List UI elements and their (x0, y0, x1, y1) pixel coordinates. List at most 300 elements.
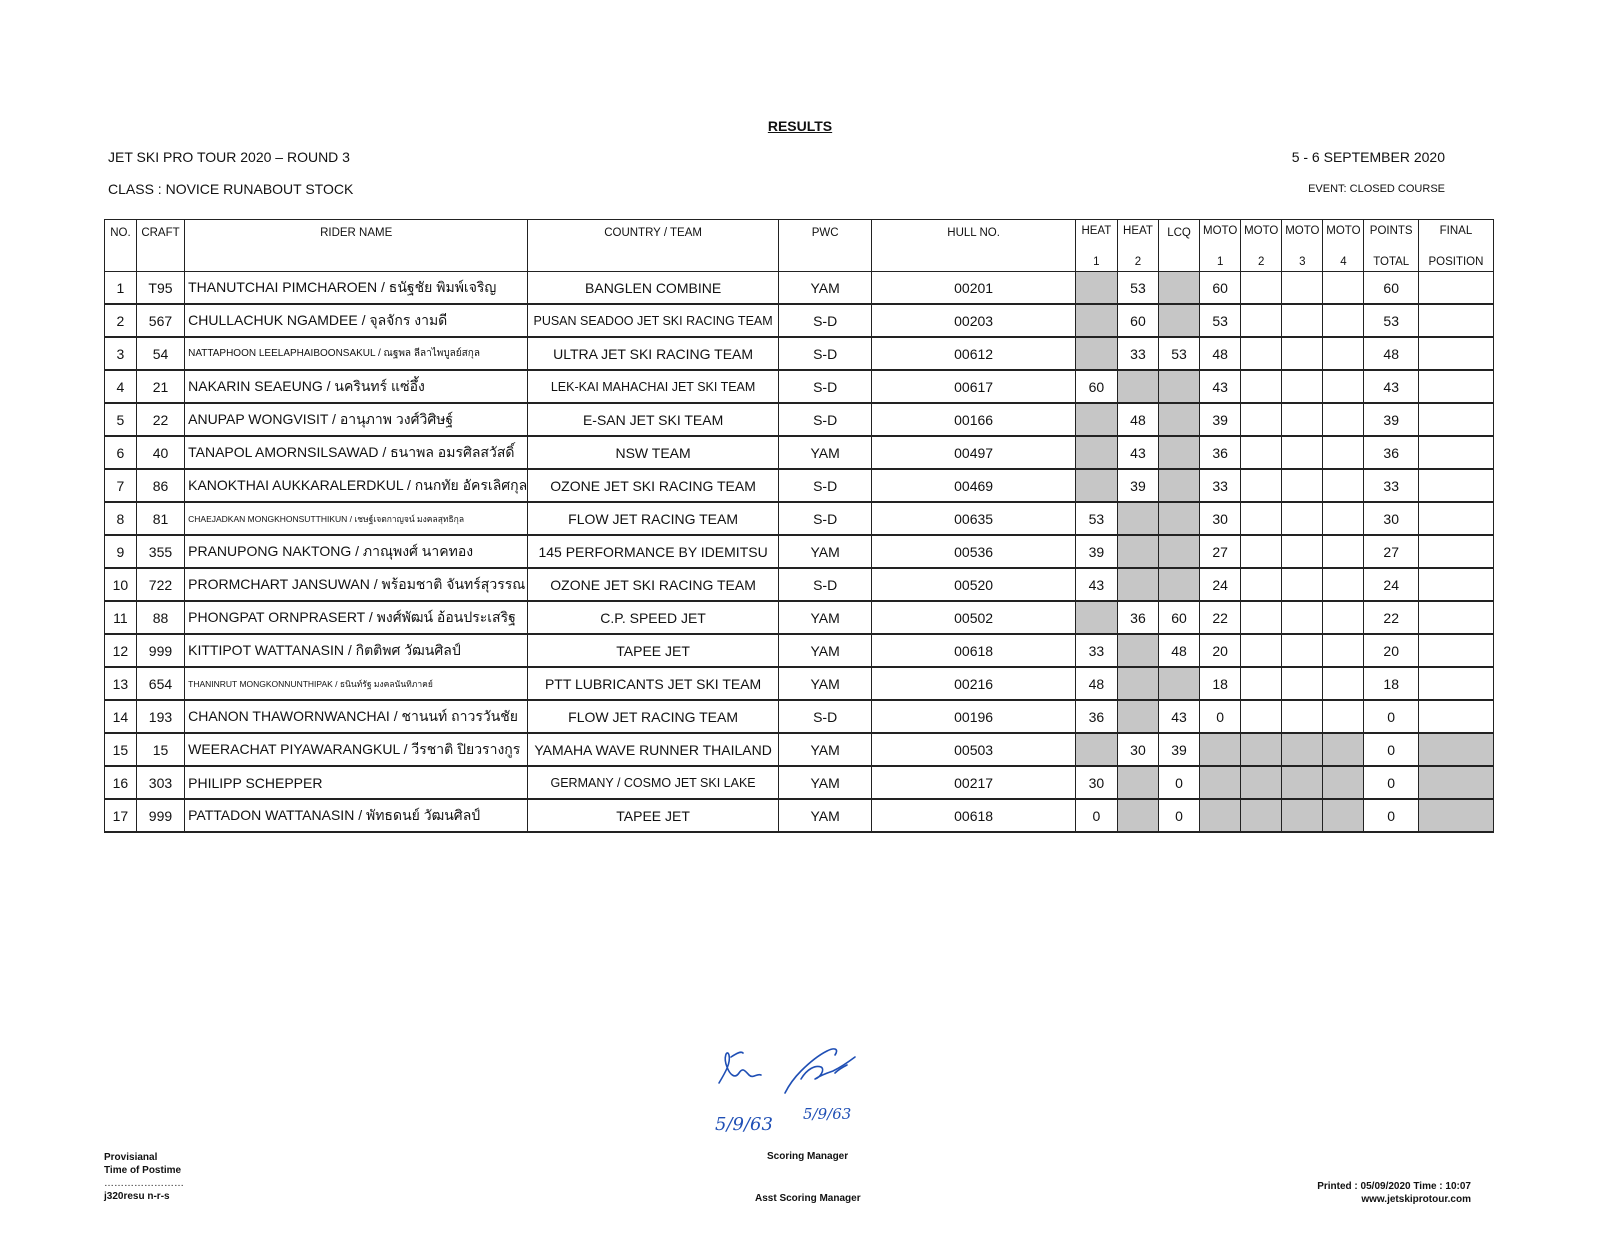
cell-heat1 (1075, 733, 1117, 766)
cell-lcq (1159, 304, 1200, 337)
cell-pwc: S-D (778, 502, 871, 535)
cell-final (1418, 469, 1493, 502)
table-row (105, 272, 1494, 305)
cell-total: 22 (1364, 601, 1418, 634)
cell-heat2 (1117, 766, 1158, 799)
column-header-line1: MOTO (1326, 224, 1361, 237)
cell-no: 14 (105, 700, 137, 733)
cell-pwc: YAM (778, 733, 871, 766)
cell-moto2 (1241, 403, 1282, 436)
printed-timestamp: Printed : 05/09/2020 Time : 10:07 (1317, 1181, 1471, 1192)
cell-moto3 (1282, 766, 1323, 799)
cell-craft: 15 (136, 733, 184, 766)
cell-craft: 86 (136, 469, 184, 502)
cell-lcq: 39 (1159, 733, 1200, 766)
printed-block (1317, 1180, 1471, 1206)
cell-heat2: 39 (1117, 469, 1158, 502)
cell-team: OZONE JET SKI RACING TEAM (528, 469, 779, 502)
cell-pwc: YAM (778, 799, 871, 832)
column-header-lcq (1159, 220, 1200, 272)
cell-craft: 999 (136, 799, 184, 832)
signature-date-2: 5/9/63 (803, 1105, 852, 1123)
cell-moto2 (1241, 568, 1282, 601)
cell-pwc: S-D (778, 469, 871, 502)
cell-rider: NATTAPHOON LEELAPHAIBOONSAKUL / ณฐพล ลีลาไพบูลย์สกุล (185, 337, 528, 370)
cell-final (1418, 403, 1493, 436)
cell-no: 17 (105, 799, 137, 832)
cell-team: E-SAN JET SKI TEAM (528, 403, 779, 436)
website-link: www.jetskiprotour.com (1361, 1194, 1471, 1205)
cell-moto1: 18 (1200, 667, 1241, 700)
cell-final (1418, 733, 1493, 766)
column-header-line1: MOTO (1203, 224, 1238, 237)
table-row (105, 700, 1494, 733)
cell-moto3 (1282, 634, 1323, 667)
cell-no: 16 (105, 766, 137, 799)
column-header-line2: TOTAL (1373, 255, 1410, 268)
cell-pwc: S-D (778, 370, 871, 403)
cell-heat1 (1075, 304, 1117, 337)
cell-total: 18 (1364, 667, 1418, 700)
cell-hull: 00503 (872, 733, 1075, 766)
column-header-line2: 4 (1340, 255, 1347, 268)
cell-team: NSW TEAM (528, 436, 779, 469)
cell-hull: 00502 (872, 601, 1075, 634)
column-header-line1: POINTS (1369, 224, 1413, 237)
table-row (105, 799, 1494, 832)
cell-heat2: 48 (1117, 403, 1158, 436)
cell-total: 0 (1364, 766, 1418, 799)
cell-team: PUSAN SEADOO JET SKI RACING TEAM (528, 304, 779, 337)
cell-rider: WEERACHAT PIYAWARANGKUL / วีรชาติ ปิยวรางกูร (185, 733, 528, 766)
cell-no: 4 (105, 370, 137, 403)
column-header-line1: FINAL (1439, 224, 1473, 237)
cell-pwc: YAM (778, 535, 871, 568)
cell-moto1: 27 (1200, 535, 1241, 568)
cell-moto2 (1241, 766, 1282, 799)
table-body (105, 272, 1494, 833)
cell-hull: 00217 (872, 766, 1075, 799)
event-dates: 5 - 6 SEPTEMBER 2020 (1291, 149, 1445, 165)
cell-no: 8 (105, 502, 137, 535)
cell-rider: TANAPOL AMORNSILSAWAD / ธนาพล อมรศิลสวัสดิ์ (185, 436, 528, 469)
cell-rider: PRANUPONG NAKTONG / ภาณุพงศ์ นาคทอง (185, 535, 528, 568)
cell-final (1418, 502, 1493, 535)
cell-final (1418, 304, 1493, 337)
cell-moto1: 60 (1200, 272, 1241, 305)
column-header-hull (872, 220, 1075, 272)
cell-pwc: YAM (778, 766, 871, 799)
cell-moto4 (1323, 337, 1364, 370)
cell-moto1 (1200, 799, 1241, 832)
cell-hull: 00536 (872, 535, 1075, 568)
cell-hull: 00618 (872, 634, 1075, 667)
cell-rider: KANOKTHAI AUKKARALERDKUL / กนกทัย อัครเลิศกุล (185, 469, 528, 502)
cell-no: 5 (105, 403, 137, 436)
cell-craft: 567 (136, 304, 184, 337)
cell-final (1418, 634, 1493, 667)
cell-craft: 54 (136, 337, 184, 370)
cell-moto1: 24 (1200, 568, 1241, 601)
cell-heat1 (1075, 272, 1117, 305)
cell-moto1 (1200, 733, 1241, 766)
cell-lcq (1159, 535, 1200, 568)
cell-moto4 (1323, 469, 1364, 502)
table-row (105, 535, 1494, 568)
cell-final (1418, 601, 1493, 634)
column-header-line2: POSITION (1428, 255, 1484, 268)
cell-no: 1 (105, 272, 137, 305)
cell-total: 27 (1364, 535, 1418, 568)
cell-heat2: 30 (1117, 733, 1158, 766)
cell-team: FLOW JET RACING TEAM (528, 700, 779, 733)
cell-craft: 81 (136, 502, 184, 535)
cell-hull: 00216 (872, 667, 1075, 700)
cell-moto4 (1323, 601, 1364, 634)
column-header-total (1364, 220, 1418, 272)
cell-heat1 (1075, 337, 1117, 370)
column-header-label: PWC (811, 226, 839, 239)
cell-lcq (1159, 436, 1200, 469)
cell-final (1418, 667, 1493, 700)
column-header-heat1 (1075, 220, 1117, 272)
cell-heat1 (1075, 469, 1117, 502)
cell-heat1: 39 (1075, 535, 1117, 568)
cell-final (1418, 436, 1493, 469)
cell-moto2 (1241, 469, 1282, 502)
cell-rider: PHONGPAT ORNPRASERT / พงศ์พัฒน์ อ้อนประเสริฐ (185, 601, 528, 634)
column-header-line2: 1 (1216, 255, 1224, 268)
column-header-heat2 (1117, 220, 1158, 272)
cell-moto1: 53 (1200, 304, 1241, 337)
cell-team: GERMANY / COSMO JET SKI LAKE (528, 766, 779, 799)
cell-moto3 (1282, 337, 1323, 370)
cell-no: 9 (105, 535, 137, 568)
column-header-label: LCQ (1167, 226, 1191, 239)
cell-total: 20 (1364, 634, 1418, 667)
cell-moto2 (1241, 799, 1282, 832)
cell-lcq (1159, 502, 1200, 535)
cell-hull: 00201 (872, 272, 1075, 305)
cell-no: 7 (105, 469, 137, 502)
cell-moto3 (1282, 733, 1323, 766)
cell-no: 10 (105, 568, 137, 601)
cell-moto1: 48 (1200, 337, 1241, 370)
cell-heat2 (1117, 700, 1158, 733)
cell-hull: 00635 (872, 502, 1075, 535)
cell-craft: 21 (136, 370, 184, 403)
table-row (105, 766, 1494, 799)
cell-moto4 (1323, 502, 1364, 535)
column-header-line1: HEAT (1081, 224, 1112, 237)
column-header-final (1418, 220, 1493, 272)
asst-scoring-manager-label: Asst Scoring Manager (755, 1193, 861, 1204)
column-header-label: NO. (110, 226, 131, 239)
cell-moto4 (1323, 535, 1364, 568)
cell-team: BANGLEN COMBINE (528, 272, 779, 305)
column-header-label: RIDER NAME (320, 226, 393, 239)
cell-total: 48 (1364, 337, 1418, 370)
cell-lcq: 0 (1159, 799, 1200, 832)
cell-heat2 (1117, 535, 1158, 568)
cell-total: 30 (1364, 502, 1418, 535)
cell-moto2 (1241, 535, 1282, 568)
cell-pwc: S-D (778, 337, 871, 370)
cell-moto1 (1200, 766, 1241, 799)
cell-moto3 (1282, 667, 1323, 700)
cell-moto2 (1241, 502, 1282, 535)
cell-hull: 00497 (872, 436, 1075, 469)
table-row (105, 667, 1494, 700)
column-header-line1: MOTO (1244, 224, 1279, 237)
cell-team: ULTRA JET SKI RACING TEAM (528, 337, 779, 370)
cell-craft: 355 (136, 535, 184, 568)
event-name: JET SKI PRO TOUR 2020 – ROUND 3 (108, 149, 350, 165)
cell-total: 0 (1364, 700, 1418, 733)
cell-total: 33 (1364, 469, 1418, 502)
cell-moto1: 30 (1200, 502, 1241, 535)
cell-rider: PATTADON WATTANASIN / พัทธดนย์ วัฒนศิลป์ (185, 799, 528, 832)
signature-date-1: 5/9/63 (715, 1114, 773, 1135)
column-header-line1: HEAT (1123, 224, 1153, 237)
cell-heat1: 0 (1075, 799, 1117, 832)
column-header-label: HULL NO. (947, 226, 1000, 239)
cell-moto2 (1241, 436, 1282, 469)
cell-craft: 22 (136, 403, 184, 436)
cell-heat2: 53 (1117, 272, 1158, 305)
cell-heat2 (1117, 634, 1158, 667)
cell-hull: 00618 (872, 799, 1075, 832)
cell-lcq (1159, 272, 1200, 305)
table-row (105, 469, 1494, 502)
cell-pwc: YAM (778, 272, 871, 305)
cell-moto3 (1282, 700, 1323, 733)
column-header-rider (185, 220, 528, 272)
cell-moto4 (1323, 700, 1364, 733)
cell-lcq: 0 (1159, 766, 1200, 799)
cell-heat1: 36 (1075, 700, 1117, 733)
cell-final (1418, 700, 1493, 733)
cell-moto4 (1323, 634, 1364, 667)
cell-lcq: 60 (1159, 601, 1200, 634)
cell-craft: 722 (136, 568, 184, 601)
table-row (105, 568, 1494, 601)
cell-lcq: 48 (1159, 634, 1200, 667)
cell-moto1: 36 (1200, 436, 1241, 469)
cell-final (1418, 568, 1493, 601)
cell-rider: CHAEJADKAN MONGKHONSUTTHIKUN / เชษฐ์เจตกาญจน์ มงคลสุทธิกุล (185, 502, 528, 535)
cell-craft: 303 (136, 766, 184, 799)
column-header-line2: 2 (1258, 255, 1265, 268)
cell-moto2 (1241, 733, 1282, 766)
cell-moto3 (1282, 304, 1323, 337)
cell-moto3 (1282, 272, 1323, 305)
cell-moto3 (1282, 502, 1323, 535)
cell-total: 43 (1364, 370, 1418, 403)
cell-moto4 (1323, 766, 1364, 799)
cell-lcq (1159, 403, 1200, 436)
cell-total: 53 (1364, 304, 1418, 337)
cell-pwc: YAM (778, 601, 871, 634)
cell-final (1418, 535, 1493, 568)
cell-moto4 (1323, 370, 1364, 403)
table-row (105, 337, 1494, 370)
cell-moto2 (1241, 601, 1282, 634)
cell-moto3 (1282, 799, 1323, 832)
cell-heat2: 33 (1117, 337, 1158, 370)
cell-heat2: 43 (1117, 436, 1158, 469)
cell-team: FLOW JET RACING TEAM (528, 502, 779, 535)
cell-moto2 (1241, 634, 1282, 667)
cell-heat2 (1117, 568, 1158, 601)
column-header-no (105, 220, 137, 272)
cell-pwc: S-D (778, 403, 871, 436)
cell-moto4 (1323, 304, 1364, 337)
cell-total: 0 (1364, 733, 1418, 766)
event-course: EVENT: CLOSED COURSE (1308, 183, 1445, 195)
cell-team: TAPEE JET (528, 634, 779, 667)
cell-moto4 (1323, 568, 1364, 601)
cell-total: 39 (1364, 403, 1418, 436)
cell-team: LEK-KAI MAHACHAI JET SKI TEAM (528, 370, 779, 403)
cell-heat2 (1117, 370, 1158, 403)
table-row (105, 733, 1494, 766)
provisional-label: Provisianal (104, 1152, 158, 1163)
cell-heat1: 43 (1075, 568, 1117, 601)
cell-hull: 00612 (872, 337, 1075, 370)
cell-rider: CHULLACHUK NGAMDEE / จุลจักร งามดี (185, 304, 528, 337)
cell-moto3 (1282, 370, 1323, 403)
column-header-moto1 (1200, 220, 1241, 272)
cell-total: 36 (1364, 436, 1418, 469)
cell-rider: NAKARIN SEAEUNG / นครินทร์ แซ่อึ้ง (185, 370, 528, 403)
cell-moto1: 22 (1200, 601, 1241, 634)
cell-pwc: S-D (778, 304, 871, 337)
table-row (105, 502, 1494, 535)
column-header-label: CRAFT (141, 226, 180, 239)
cell-craft: 193 (136, 700, 184, 733)
cell-hull: 00196 (872, 700, 1075, 733)
cell-moto3 (1282, 568, 1323, 601)
cell-moto4 (1323, 403, 1364, 436)
cell-no: 11 (105, 601, 137, 634)
document-code: j320resu n-r-s (104, 1191, 170, 1202)
cell-heat1: 30 (1075, 766, 1117, 799)
column-header-moto4 (1323, 220, 1364, 272)
cell-team: TAPEE JET (528, 799, 779, 832)
table-row (105, 634, 1494, 667)
cell-final (1418, 766, 1493, 799)
cell-moto2 (1241, 272, 1282, 305)
cell-moto2 (1241, 700, 1282, 733)
cell-heat2: 36 (1117, 601, 1158, 634)
cell-rider: KITTIPOT WATTANASIN / กิตติพศ วัฒนศิลป์ (185, 634, 528, 667)
cell-craft: 654 (136, 667, 184, 700)
cell-moto4 (1323, 733, 1364, 766)
cell-hull: 00203 (872, 304, 1075, 337)
cell-final (1418, 272, 1493, 305)
cell-hull: 00520 (872, 568, 1075, 601)
cell-lcq (1159, 370, 1200, 403)
cell-heat1: 53 (1075, 502, 1117, 535)
cell-rider: PHILIPP SCHEPPER (185, 766, 528, 799)
cell-pwc: YAM (778, 634, 871, 667)
cell-moto2 (1241, 370, 1282, 403)
column-header-line2: 2 (1134, 255, 1142, 268)
cell-moto1: 0 (1200, 700, 1241, 733)
cell-rider: ANUPAP WONGVISIT / อานุภาพ วงศ์วิศิษฐ์ (185, 403, 528, 436)
table-row (105, 370, 1494, 403)
cell-moto3 (1282, 436, 1323, 469)
page-title: RESULTS (767, 118, 833, 134)
cell-pwc: S-D (778, 568, 871, 601)
cell-heat1: 48 (1075, 667, 1117, 700)
cell-rider: THANINRUT MONGKONNUNTHIPAK / ธนินท์รัฐ มงคลนันทิภาคย์ (185, 667, 528, 700)
cell-final (1418, 337, 1493, 370)
cell-moto3 (1282, 469, 1323, 502)
cell-heat1 (1075, 403, 1117, 436)
cell-pwc: YAM (778, 436, 871, 469)
cell-moto4 (1323, 799, 1364, 832)
provisional-block (104, 1151, 184, 1203)
cell-no: 6 (105, 436, 137, 469)
cell-craft: 88 (136, 601, 184, 634)
cell-heat1: 33 (1075, 634, 1117, 667)
cell-no: 13 (105, 667, 137, 700)
cell-hull: 00469 (872, 469, 1075, 502)
cell-no: 12 (105, 634, 137, 667)
cell-final (1418, 799, 1493, 832)
table-row (105, 601, 1494, 634)
cell-moto3 (1282, 403, 1323, 436)
cell-rider: PRORMCHART JANSUWAN / พร้อมชาติ จันทร์สุวรรณ (185, 568, 528, 601)
cell-rider: CHANON THAWORNWANCHAI / ชานนท์ ถาวรวันชัย (185, 700, 528, 733)
column-header-moto2 (1241, 220, 1282, 272)
cell-lcq (1159, 568, 1200, 601)
cell-heat1 (1075, 436, 1117, 469)
results-table (104, 219, 1494, 833)
cell-final (1418, 370, 1493, 403)
cell-moto1: 43 (1200, 370, 1241, 403)
cell-heat2 (1117, 502, 1158, 535)
cell-craft: 999 (136, 634, 184, 667)
scoring-manager-label: Scoring Manager (767, 1151, 849, 1162)
cell-team: YAMAHA WAVE RUNNER THAILAND (528, 733, 779, 766)
cell-heat2: 60 (1117, 304, 1158, 337)
cell-heat1 (1075, 601, 1117, 634)
cell-no: 2 (105, 304, 137, 337)
cell-lcq (1159, 667, 1200, 700)
cell-moto1: 20 (1200, 634, 1241, 667)
cell-lcq (1159, 469, 1200, 502)
cell-team: PTT LUBRICANTS JET SKI TEAM (528, 667, 779, 700)
cell-lcq: 43 (1159, 700, 1200, 733)
cell-moto1: 33 (1200, 469, 1241, 502)
cell-moto3 (1282, 535, 1323, 568)
column-header-line2: 1 (1093, 255, 1100, 268)
cell-pwc: S-D (778, 700, 871, 733)
cell-heat2 (1117, 799, 1158, 832)
table-row (105, 436, 1494, 469)
table-row (105, 304, 1494, 337)
time-of-postime-label: Time of Postime (104, 1165, 182, 1176)
cell-moto4 (1323, 272, 1364, 305)
cell-craft: 40 (136, 436, 184, 469)
column-header-craft (136, 220, 184, 272)
cell-lcq: 53 (1159, 337, 1200, 370)
class-name: CLASS : NOVICE RUNABOUT STOCK (108, 181, 354, 197)
cell-team: C.P. SPEED JET (528, 601, 779, 634)
